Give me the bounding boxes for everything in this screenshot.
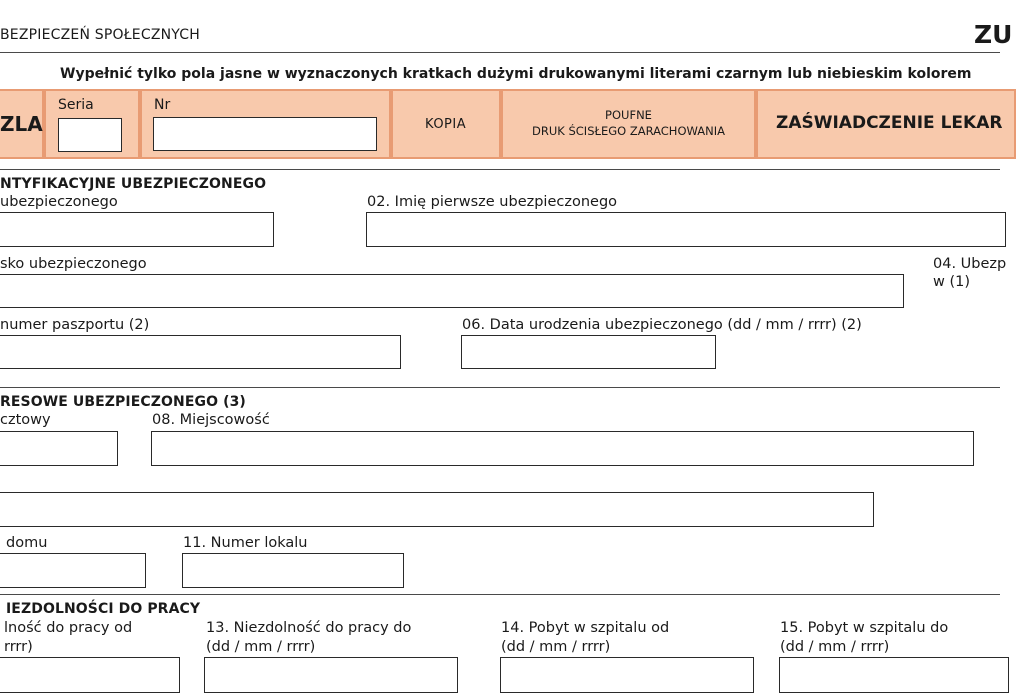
field03-input[interactable] <box>0 274 904 308</box>
field08-label: 08. Miejscowość <box>152 412 270 428</box>
field06-label: 06. Data urodzenia ubezpieczonego (dd / mm / rrrr) (2) <box>462 317 862 333</box>
field05-label: numer paszportu (2) <box>0 317 150 333</box>
header-divider <box>0 52 1000 53</box>
field04-label: 04. Ubezp <box>933 256 1007 272</box>
field12-label: lność do pracy od <box>4 620 133 636</box>
field07-input[interactable] <box>0 431 118 466</box>
field06-input[interactable] <box>461 335 716 369</box>
institution-name: BEZPIECZEŃ SPOŁECZNYCH <box>0 27 200 43</box>
field15-label-line2: (dd / mm / rrrr) <box>780 639 890 655</box>
field13-label: 13. Niezdolność do pracy do <box>206 620 412 636</box>
section1-title: NTYFIKACYJNE UBEZPIECZONEGO <box>0 176 267 192</box>
field10-label: domu <box>6 535 48 551</box>
field14-label-line2: (dd / mm / rrrr) <box>501 639 611 655</box>
field14-label: 14. Pobyt w szpitalu od <box>501 620 670 636</box>
field05-input[interactable] <box>0 335 401 369</box>
field11-input[interactable] <box>182 553 404 588</box>
copy-cell <box>391 89 501 159</box>
field03-label: sko ubezpieczonego <box>0 256 147 272</box>
field02-input[interactable] <box>366 212 1006 247</box>
field01-label: ubezpieczonego <box>0 194 118 210</box>
title-cell <box>756 89 1016 159</box>
copy-label: KOPIA <box>425 117 467 132</box>
field01-input[interactable] <box>0 212 274 247</box>
nr-label: Nr <box>154 97 171 113</box>
series-prefix-cell <box>0 89 44 159</box>
form-code: ZU <box>974 20 1013 49</box>
confidential-cell <box>501 89 756 159</box>
field07-label: cztowy <box>0 412 51 428</box>
field11-label: 11. Numer lokalu <box>183 535 308 551</box>
field02-label: 02. Imię pierwsze ubezpieczonego <box>367 194 618 210</box>
nr-cell <box>140 89 391 159</box>
seria-input[interactable] <box>58 118 122 152</box>
form-title: ZAŚWIADCZENIE LEKAR <box>776 113 1003 133</box>
field13-label-line2: (dd / mm / rrrr) <box>206 639 316 655</box>
field08-input[interactable] <box>151 431 974 466</box>
field12-input[interactable] <box>0 657 180 693</box>
nr-input[interactable] <box>153 117 377 151</box>
field15-label: 15. Pobyt w szpitalu do <box>780 620 949 636</box>
field13-input[interactable] <box>204 657 458 693</box>
fill-instruction: Wypełnić tylko pola jasne w wyznaczonych kratkach dużymi drukowanymi literami czarnym lub niebieskim kolorem <box>60 66 972 82</box>
seria-label: Seria <box>58 97 94 113</box>
section2-title: RESOWE UBEZPIECZONEGO (3) <box>0 394 246 410</box>
seria-cell <box>44 89 140 159</box>
field12-label-line2: rrrr) <box>4 639 33 655</box>
field15-input[interactable] <box>779 657 1009 693</box>
field04-label-line2: w (1) <box>933 274 971 290</box>
field09-input[interactable] <box>0 492 874 527</box>
section3-title: IEZDOLNOŚCI DO PRACY <box>6 601 201 617</box>
series-prefix: ZLA <box>0 112 43 136</box>
confidential-line2: DRUK ŚCISŁEGO ZARACHOWANIA <box>532 124 725 138</box>
section1-divider <box>0 169 1000 170</box>
field14-input[interactable] <box>500 657 754 693</box>
section3-divider <box>0 594 1000 595</box>
section2-divider <box>0 387 1000 388</box>
confidential-line1: POUFNE <box>605 108 652 122</box>
field10-input[interactable] <box>0 553 146 588</box>
